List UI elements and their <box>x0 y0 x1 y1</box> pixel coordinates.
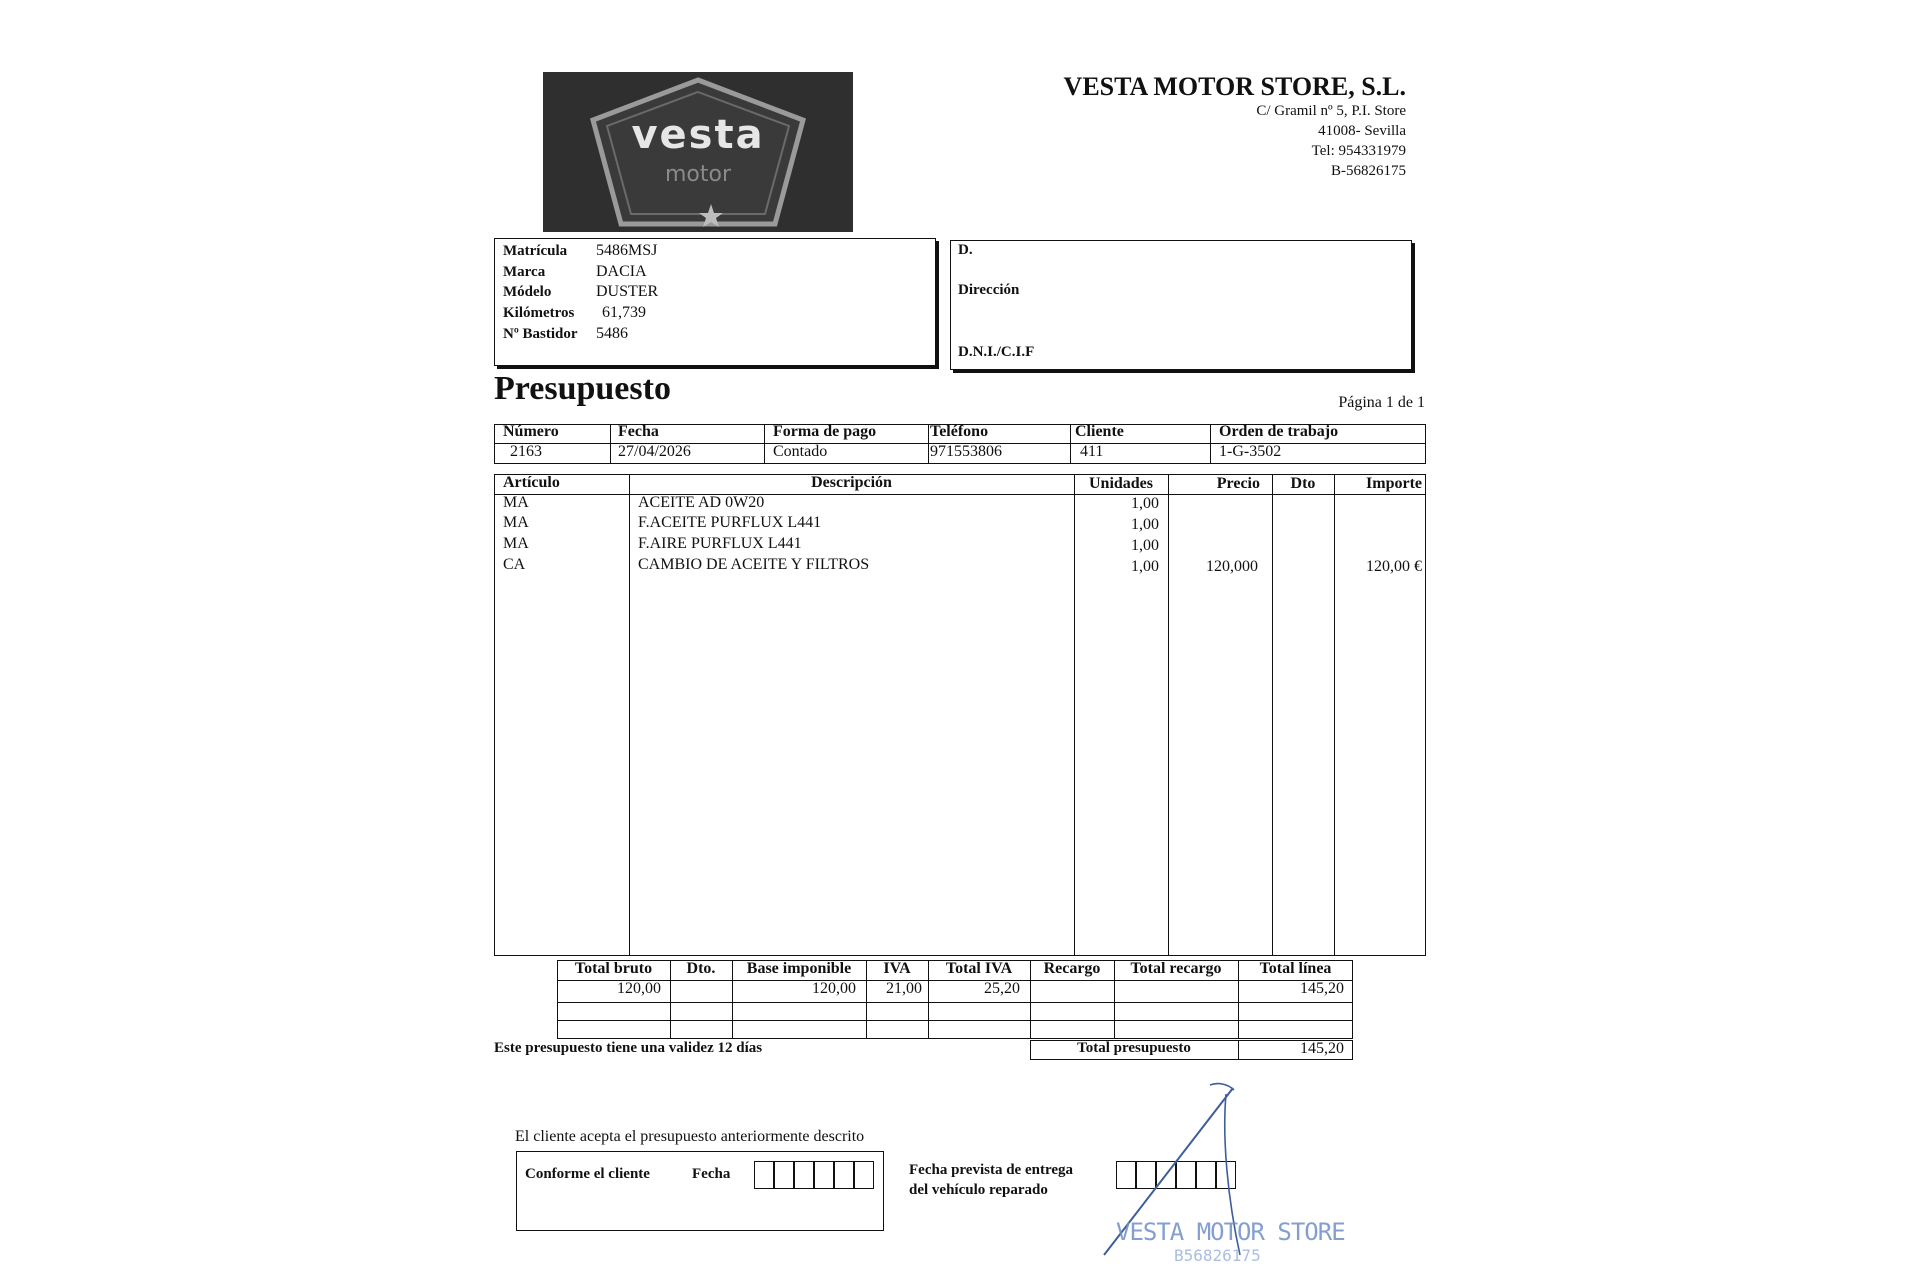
totals-value-total-bruto: 120,00 <box>617 980 661 997</box>
date-box[interactable] <box>854 1161 874 1189</box>
totals-col-base-imponible: Base imponible <box>746 960 852 977</box>
item-code: MA <box>503 535 529 552</box>
page-number: Página 1 de 1 <box>1338 394 1425 411</box>
item-amount: 120,00 € <box>1366 558 1422 575</box>
header-col-cliente: Cliente <box>1075 423 1124 440</box>
delivery-date-label-line2: del vehículo reparado <box>909 1182 1048 1198</box>
logo-brand-text: vesta <box>631 112 765 158</box>
totals-col-total-bruto: Total bruto <box>574 960 653 977</box>
header-col-forma-pago: Forma de pago <box>773 423 877 440</box>
grand-total-label: Total presupuesto <box>1077 1040 1191 1056</box>
header-value-telefono: 971553806 <box>930 443 1002 460</box>
totals-value-base-imponible: 120,00 <box>812 980 856 997</box>
totals-value-iva: 21,00 <box>886 980 922 997</box>
header-value-forma-pago: Contado <box>773 443 828 460</box>
totals-col-iva: IVA <box>883 960 911 977</box>
date-box[interactable] <box>834 1161 854 1189</box>
header-col-numero: Número <box>503 423 559 440</box>
date-box[interactable] <box>1136 1161 1156 1189</box>
totals-value-total-iva: 25,20 <box>984 980 1020 997</box>
item-description: F.AIRE PURFLUX L441 <box>638 535 802 552</box>
totals-col-dto: Dto. <box>686 960 716 977</box>
date-box[interactable] <box>794 1161 814 1189</box>
date-box[interactable] <box>1216 1161 1236 1189</box>
plate-value: 5486MSJ <box>596 242 658 259</box>
item-description: F.ACEITE PURFLUX L441 <box>638 514 822 531</box>
acceptance-text: El cliente acepta el presupuesto anteriormente descrito <box>515 1128 865 1145</box>
header-col-telefono: Teléfono <box>930 423 989 440</box>
grand-total-value: 145,20 <box>1300 1040 1344 1057</box>
client-name-label: D. <box>958 242 973 258</box>
item-units: 1,00 <box>1131 516 1159 533</box>
items-col-descripcion: Descripción <box>811 474 892 491</box>
company-stamp-name: VESTA MOTOR STORE <box>1116 1218 1345 1246</box>
company-stamp-cif: B56826175 <box>1174 1246 1261 1265</box>
item-code: MA <box>503 494 529 511</box>
validity-note: Este presupuesto tiene una validez 12 días <box>494 1040 763 1056</box>
vin-label: Nº Bastidor <box>503 326 578 342</box>
header-value-cliente: 411 <box>1080 443 1104 460</box>
company-cif: B-56826175 <box>1331 163 1406 179</box>
item-price: 120,000 <box>1206 558 1258 575</box>
vin-value: 5486 <box>596 325 628 342</box>
document-title: Presupuesto <box>494 370 671 407</box>
make-value: DACIA <box>596 263 647 280</box>
date-box[interactable] <box>754 1161 774 1189</box>
make-label: Marca <box>503 264 546 280</box>
company-city: 41008- Sevilla <box>1318 123 1406 139</box>
company-phone: Tel: 954331979 <box>1311 143 1406 159</box>
date-box[interactable] <box>1116 1161 1136 1189</box>
header-col-fecha: Fecha <box>618 423 659 440</box>
fecha-label: Fecha <box>692 1166 731 1182</box>
item-description: ACEITE AD 0W20 <box>638 494 765 511</box>
company-name: VESTA MOTOR STORE, S.L. <box>1063 72 1406 101</box>
delivery-date-label-line1: Fecha prevista de entrega <box>909 1162 1073 1178</box>
totals-col-recargo: Recargo <box>1043 960 1101 977</box>
items-col-unidades: Unidades <box>1088 475 1154 492</box>
item-code: MA <box>503 514 529 531</box>
items-col-dto: Dto <box>1290 475 1316 492</box>
client-dni-label: D.N.I./C.I.F <box>958 344 1035 360</box>
company-address: C/ Gramil nº 5, P.I. Store <box>1256 103 1406 119</box>
items-col-articulo: Artículo <box>503 474 560 491</box>
logo-sub-text: motor <box>664 162 732 187</box>
km-label: Kilómetros <box>503 305 575 321</box>
header-value-numero: 2163 <box>510 443 542 460</box>
item-units: 1,00 <box>1131 537 1159 554</box>
client-address-label: Dirección <box>958 282 1020 298</box>
date-box[interactable] <box>1196 1161 1216 1189</box>
item-units: 1,00 <box>1131 558 1159 575</box>
item-units: 1,00 <box>1131 495 1159 512</box>
totals-col-total-recargo: Total recargo <box>1130 960 1222 977</box>
item-code: CA <box>503 556 526 573</box>
company-logo <box>543 72 853 232</box>
items-table <box>494 474 1426 956</box>
header-value-fecha: 27/04/2026 <box>618 443 691 460</box>
date-box[interactable] <box>814 1161 834 1189</box>
date-box[interactable] <box>1176 1161 1196 1189</box>
header-col-orden-trabajo: Orden de trabajo <box>1219 423 1339 440</box>
items-col-importe: Importe <box>1366 475 1422 492</box>
model-label: Módelo <box>503 284 552 300</box>
conforme-label: Conforme el cliente <box>525 1166 650 1182</box>
km-value: 61,739 <box>602 304 646 321</box>
date-box[interactable] <box>1156 1161 1176 1189</box>
items-col-precio: Precio <box>1216 475 1260 492</box>
totals-col-total-linea: Total línea <box>1259 960 1332 977</box>
header-value-orden-trabajo: 1-G-3502 <box>1219 443 1282 460</box>
model-value: DUSTER <box>596 283 659 300</box>
totals-value-total-linea: 145,20 <box>1300 980 1344 997</box>
item-description: CAMBIO DE ACEITE Y FILTROS <box>638 556 870 573</box>
totals-col-total-iva: Total IVA <box>945 960 1013 977</box>
date-box[interactable] <box>774 1161 794 1189</box>
plate-label: Matrícula <box>503 243 568 259</box>
